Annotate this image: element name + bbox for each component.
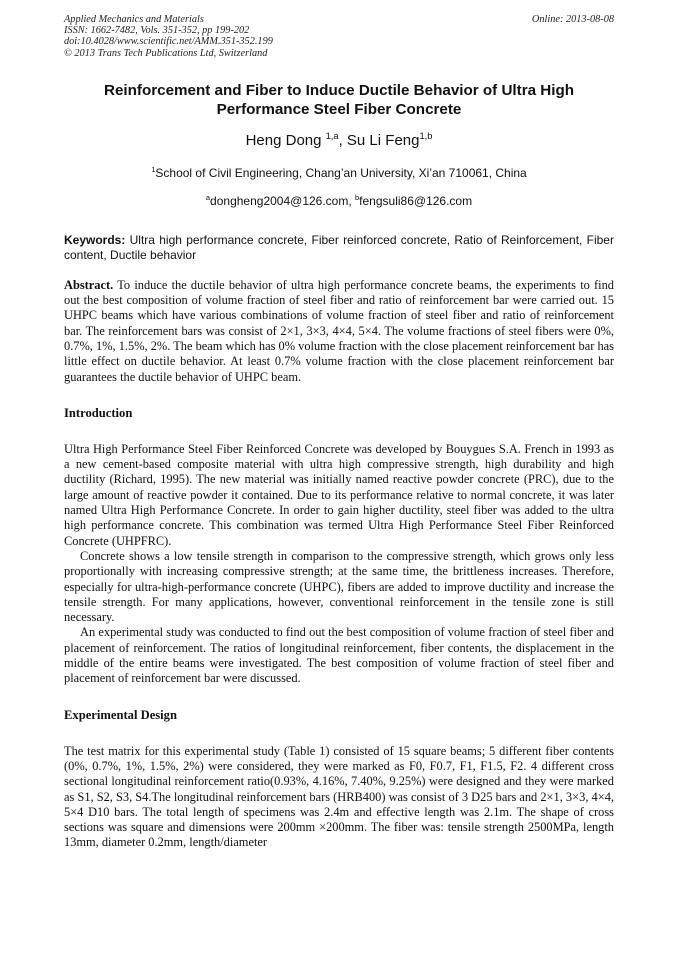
journal-header [64,14,614,59]
online-date: Online: 2013-08-08 [531,14,614,25]
abstract-label: Abstract. [64,277,114,292]
journal-name: Applied Mechanics and Materials [64,14,204,25]
affiliation-text: School of Civil Engineering, Chang’an University, Xi’an 710061, China [155,165,527,180]
author-separator: , [338,131,347,149]
author-name: Su Li Feng [346,131,420,149]
body-paragraph: Ultra High Performance Steel Fiber Reinforced Concrete was developed by Bouygues S.A. French in 1993 as a new cement-based composite material with ultra high compressive strength, high durability and high ductility (Richard, 1995). The new material was initially named reactive powder concrete (PRC), due to the large amount of reactive powder it contained. Due to its performance relative to normal concrete, it was later named Ultra High Performance Concrete. In order to gain higher ductility, steel fiber was added to the ultra high performance concrete. This combination was termed Ultra High Performance Steel Fiber Reinforced Concrete (UHPFRC). [64,441,614,548]
email-link[interactable]: fengsuli86@126.com [359,193,473,208]
email-mark: b [355,192,360,202]
body-paragraph: An experimental study was conducted to find out the best composition of volume fraction of steel fiber and placement of reinforcement. The ratios of longitudinal reinforcement, fiber contents, the displacement in the middle of the entire beams were investigated. The best composition of volume fraction of steel fiber and placement of reinforcement bar were discussed. [64,625,614,686]
author-emails [64,194,614,209]
keywords-label: Keywords: [64,232,126,247]
author-affiliation-mark: 1,a [325,130,339,141]
keywords-block [64,233,614,264]
author-affiliation-mark: 1,b [419,130,433,141]
body-paragraph: The test matrix for this experimental study (Table 1) consisted of 15 square beams; 5 different fiber contents (0%, 0.7%, 1%, 1.5%, 2%) were considered, they were marked as F0, F0.7, F1, F1.5, F2. 4 different cross sectional longitudinal reinforcement ratio(0.93%, 4.16%, 7.40%, 9.25%) were designed and they were marked as S1, S2, S3, S4.The longitudinal reinforcement bars (HRB400) was consist of 3 D25 bars and 2×1, 3×3, 4×4, 5×4 D10 bars. The total length of specimens was 2.4m and effective length was 2.1m. The shape of cross sections was square and dimensions were 200mm ×200mm. The fiber was: tensile strength 2500MPa, length 13mm, diameter 0.2mm, length/diameter [64,743,614,850]
email-link[interactable]: dongheng2004@126.com, [210,193,352,208]
abstract-block [64,278,614,385]
doi-line: doi:10.4028/www.scientific.net/AMM.351-352.199 [64,36,273,48]
paper-title: Reinforcement and Fiber to Induce Ductile Behavior of Ultra High Performance Steel Fiber Concrete [103,81,575,118]
section-heading-introduction: Introduction [64,405,133,420]
copyright-line: © 2013 Trans Tech Publications Ltd, Switzerland [64,47,268,59]
abstract-text: To induce the ductile behavior of ultra high performance concrete beams, the experiments to find out the best composition of volume fraction of steel fiber and ratio of reinforcement bar were carried out. 15 UHPC beams which have various combinations of volume fraction of steel fiber and ratio of reinforcement bar. The reinforcement bars was consist of 2×1, 3×3, 4×4, 5×4. The volume fractions of steel fibers were 0%, 0.7%, 1%, 1.5%, 2%. The beam which has 0% volume fraction with the close placement reinforcement bar has little effect on ductile behavior. At least 0.7% volume fraction with the close placement reinforcement bar guarantees the ductile behavior of UHPC beam. [64,277,615,384]
affiliation [64,166,614,181]
author-name: Heng Dong [245,131,322,149]
body-paragraph: Concrete shows a low tensile strength in comparison to the compressive strength, which grows only less proportionally with increasing compressive strength; at the same time, the brittleness increases. Therefore, especially for ultra-high-performance concrete (UHPC), fibers are added to improve ductility and increase the tensile strength. For many applications, however, conventional reinforcement in the tensile zone is still necessary. [64,548,614,625]
section-heading-experimental-design: Experimental Design [64,707,177,722]
keywords-text: Ultra high performance concrete, Fiber reinforced concrete, Ratio of Reinforcement, Fiber content, Ductile behavior [64,232,614,263]
email-mark: a [205,192,211,202]
author-list [64,132,614,150]
affiliation-mark: 1 [151,164,156,174]
issn-line: ISSN: 1662-7482, Vols. 351-352, pp 199-202 [64,25,250,37]
